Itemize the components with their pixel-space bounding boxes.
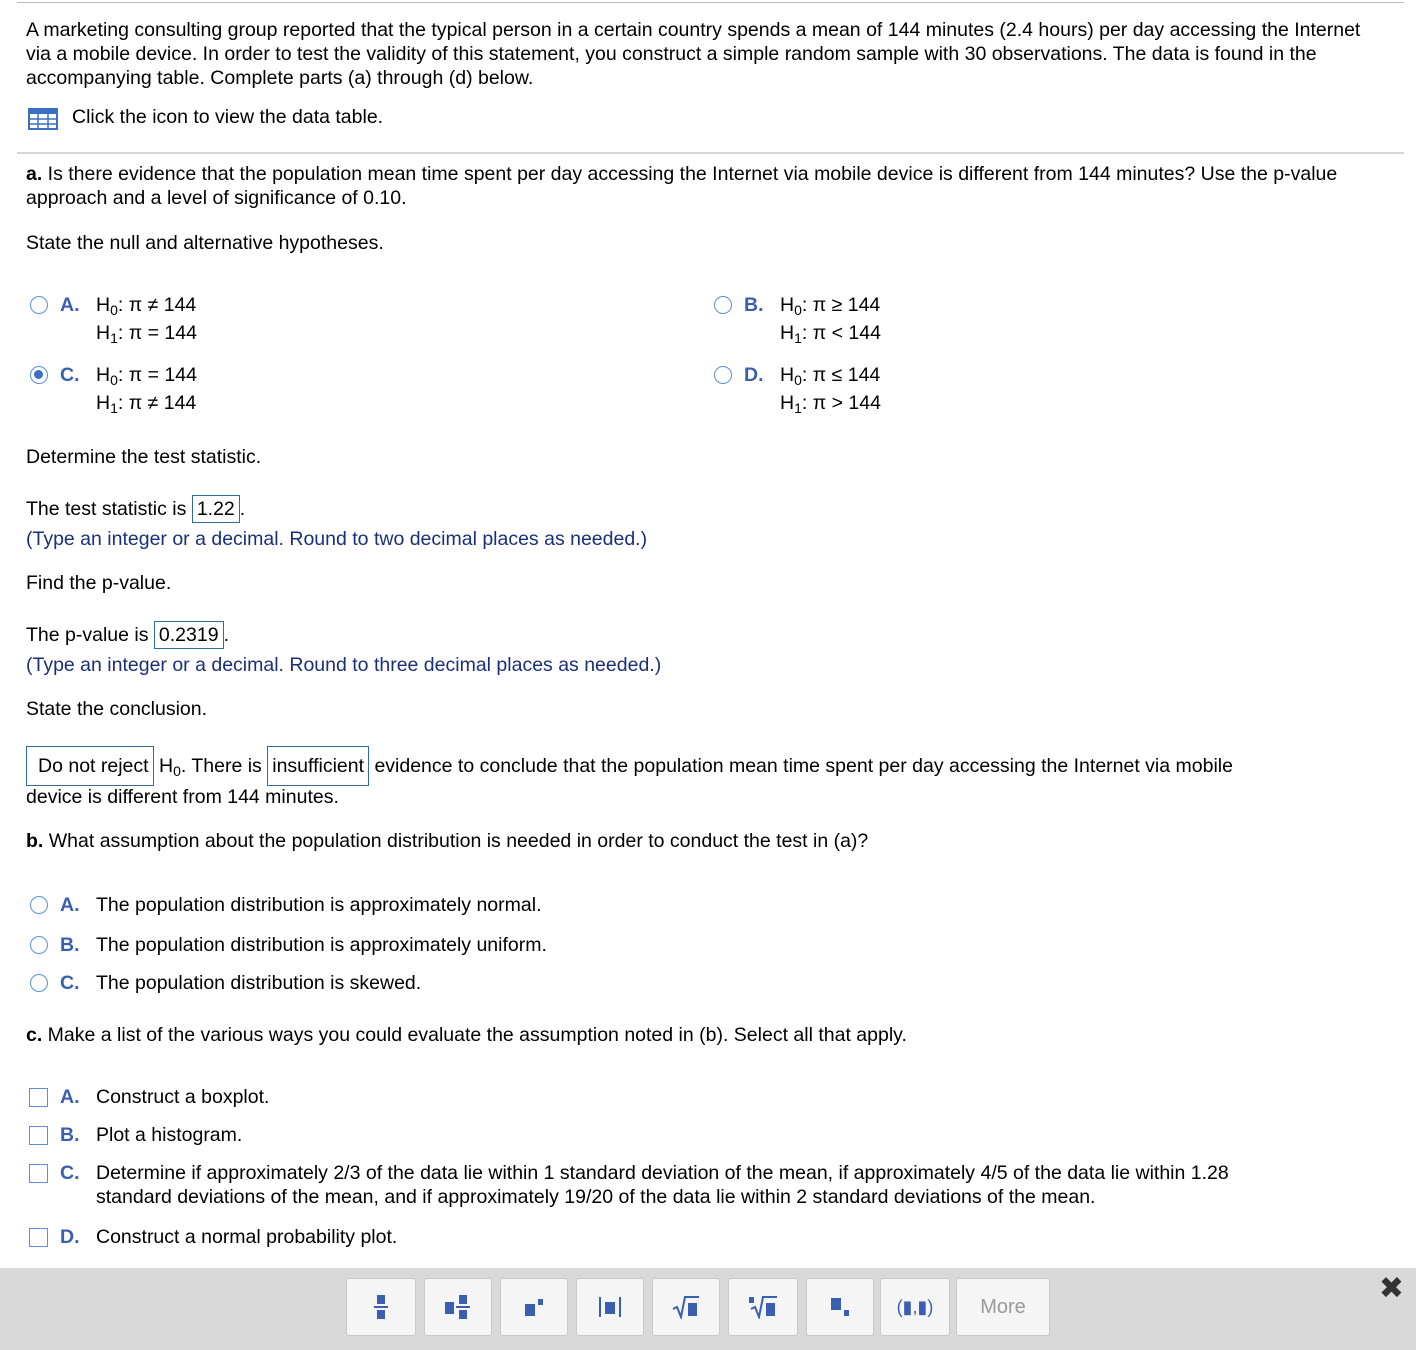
h0-expression: π ≠ 144 — [128, 294, 197, 316]
conclusion-rest: evidence to conclude that the population mean time spent per day accessing the Internet via mobile — [374, 755, 1233, 777]
square-root-button[interactable] — [652, 1278, 720, 1336]
determine-stat-prompt: Determine the test statistic. — [26, 446, 262, 468]
hypothesis-radio[interactable] — [30, 296, 48, 314]
h1-subscript: 1 — [110, 330, 118, 346]
nth-root-button[interactable] — [728, 1278, 798, 1336]
conclusion-h-sub: 0 — [173, 763, 181, 779]
p-value-line: The p-value is 0.2319 . — [26, 621, 229, 649]
part-b-question-text: What assumption about the population distribution is needed in order to conduct the test in (a)? — [43, 830, 869, 852]
h1-expression: π ≠ 144 — [128, 392, 197, 414]
h-letter: H — [96, 392, 111, 414]
section-divider — [17, 152, 1404, 154]
find-p-prompt: Find the p-value. — [26, 572, 172, 594]
conclusion-dropdown-reject[interactable]: Do not reject — [26, 746, 154, 786]
h1-subscript: 1 — [794, 330, 802, 346]
part-c-label: c. — [26, 1024, 43, 1046]
evaluation-letter: B. — [60, 1124, 80, 1146]
h1-expression: π = 144 — [128, 322, 197, 344]
h0-expression: π ≤ 144 — [812, 364, 881, 386]
h-letter: H — [780, 392, 795, 414]
evaluation-text: Determine if approximately 2/3 of the data lie within 1 standard deviation of the mean, if approximately 4/5 of the data lie within 1.28 — [96, 1162, 1229, 1184]
ordered-pair-icon: (▮,▮) — [896, 1296, 934, 1317]
conclusion-h: H — [158, 755, 174, 777]
h-letter: H — [96, 294, 111, 316]
h-letter: H — [96, 364, 111, 386]
h1-subscript: 1 — [110, 400, 118, 416]
nth-root-icon — [748, 1295, 778, 1319]
part-a-label: a. — [26, 163, 43, 185]
assumption-letter: A. — [60, 894, 80, 916]
intro-text: A marketing consulting group reported that the typical person in a certain country spends a mean of 144 minutes (2.4 hours) per day accessing the Internet via a mobile device. In order to test the validity of this statement, you construct a simple random sample with 30 observations. The data is found in the accompanying table. Complete parts (a) through (d) below. — [26, 19, 1361, 89]
fraction-button[interactable] — [346, 1278, 416, 1336]
square-root-icon — [672, 1295, 700, 1319]
alternative-hypothesis: $H_1$: π = 144 — [96, 322, 197, 346]
hypothesis-radio[interactable] — [714, 296, 732, 314]
h-letter: H — [780, 322, 795, 344]
conclusion-line2: device is different from 144 minutes. — [26, 786, 339, 808]
p-prefix: The p-value is — [26, 624, 149, 646]
null-hypothesis: $H_0$: π ≠ 144 — [96, 294, 197, 318]
part-c-question-text: Make a list of the various ways you could evaluate the assumption noted in (b). Select all that apply. — [42, 1024, 907, 1046]
p-value-answer[interactable]: 0.2319 — [154, 621, 224, 649]
h0-subscript: 0 — [110, 302, 118, 318]
h-letter: H — [780, 294, 795, 316]
math-toolbar — [0, 1268, 1416, 1350]
assumption-letter: B. — [60, 934, 80, 956]
evaluation-text: Construct a normal probability plot. — [96, 1226, 398, 1248]
assumption-letter: C. — [60, 972, 80, 994]
hypothesis-letter: C. — [60, 364, 80, 386]
alternative-hypothesis: $H_1$: π < 144 — [780, 322, 881, 346]
data-table-icon[interactable] — [28, 108, 58, 130]
subscript-icon — [830, 1297, 850, 1317]
test-statistic-answer[interactable]: 1.22 — [192, 495, 240, 523]
assumption-radio[interactable] — [30, 896, 48, 914]
part-a-question — [26, 162, 1386, 210]
p-hint: (Type an integer or a decimal. Round to three decimal places as needed.) — [26, 654, 662, 676]
h0-subscript: 0 — [794, 372, 802, 388]
exponent-button[interactable] — [500, 1278, 568, 1336]
evaluation-checkbox[interactable] — [29, 1088, 48, 1107]
evaluation-checkbox[interactable] — [29, 1164, 48, 1183]
alternative-hypothesis: $H_1$: π > 144 — [780, 392, 881, 416]
more-button[interactable]: More — [956, 1278, 1050, 1336]
conclusion-mid: . There is — [180, 755, 262, 777]
null-hypothesis: $H_0$: π = 144 — [96, 364, 197, 388]
hypothesis-radio[interactable] — [714, 366, 732, 384]
part-b-label: b. — [26, 830, 44, 852]
evaluation-checkbox[interactable] — [29, 1228, 48, 1247]
assumption-text: The population distribution is approximately normal. — [96, 894, 542, 916]
state-conclusion-prompt: State the conclusion. — [26, 698, 208, 720]
mixed-number-button[interactable] — [424, 1278, 492, 1336]
conclusion-dropdown-evidence[interactable]: insufficient — [267, 746, 369, 786]
part-b-question — [26, 829, 868, 853]
h0-expression: π ≥ 144 — [812, 294, 881, 316]
assumption-radio[interactable] — [30, 974, 48, 992]
evaluation-letter: A. — [60, 1086, 80, 1108]
h1-expression: π > 144 — [812, 392, 881, 414]
top-divider — [17, 2, 1404, 3]
h1-expression: π < 144 — [812, 322, 881, 344]
null-hypothesis: $H_0$: π ≤ 144 — [780, 364, 881, 388]
hypothesis-letter: B. — [744, 294, 764, 316]
evaluation-checkbox[interactable] — [29, 1126, 48, 1145]
test-statistic-line: The test statistic is 1.22 . — [26, 495, 245, 523]
stat-hint: (Type an integer or a decimal. Round to two decimal places as needed.) — [26, 528, 648, 550]
subscript-button[interactable] — [806, 1278, 874, 1336]
data-table-link[interactable]: Click the icon to view the data table. — [72, 106, 384, 128]
evaluation-letter: C. — [60, 1162, 80, 1184]
evaluation-text: Plot a histogram. — [96, 1124, 243, 1146]
conclusion-line — [26, 746, 1233, 786]
h0-subscript: 0 — [110, 372, 118, 388]
hypothesis-letter: D. — [744, 364, 764, 386]
evaluation-text: Construct a boxplot. — [96, 1086, 270, 1108]
mixed-number-icon — [445, 1294, 471, 1320]
state-hypotheses-prompt: State the null and alternative hypotheses. — [26, 232, 384, 254]
part-c-question — [26, 1023, 907, 1047]
assumption-radio[interactable] — [30, 936, 48, 954]
ordered-pair-button[interactable] — [880, 1278, 950, 1336]
stat-prefix: The test statistic is — [26, 498, 187, 520]
alternative-hypothesis: $H_1$: π ≠ 144 — [96, 392, 197, 416]
exponent-icon — [524, 1297, 544, 1317]
absolute-value-icon — [598, 1296, 622, 1318]
h1-subscript: 1 — [794, 400, 802, 416]
h-letter: H — [780, 364, 795, 386]
null-hypothesis: $H_0$: π ≥ 144 — [780, 294, 881, 318]
absolute-value-button[interactable] — [576, 1278, 644, 1336]
assumption-text: The population distribution is approximately uniform. — [96, 934, 547, 956]
h-letter: H — [96, 322, 111, 344]
part-a-question-text: Is there evidence that the population mean time spent per day accessing the Internet via mobile device is different from 144 minutes? Use the p-value approach and a level of significance of 0.10. — [26, 163, 1338, 209]
evaluation-text-line2: standard deviations of the mean, and if approximately 19/20 of the data lie within 2 standard deviations of the mean. — [96, 1186, 1096, 1208]
evaluation-letter: D. — [60, 1226, 80, 1248]
close-icon[interactable]: ✖ — [1378, 1272, 1404, 1305]
assumption-text: The population distribution is skewed. — [96, 972, 422, 994]
fraction-icon — [374, 1294, 388, 1320]
hypothesis-letter: A. — [60, 294, 80, 316]
h0-expression: π = 144 — [128, 364, 197, 386]
h0-subscript: 0 — [794, 302, 802, 318]
hypothesis-radio[interactable] — [30, 366, 48, 384]
